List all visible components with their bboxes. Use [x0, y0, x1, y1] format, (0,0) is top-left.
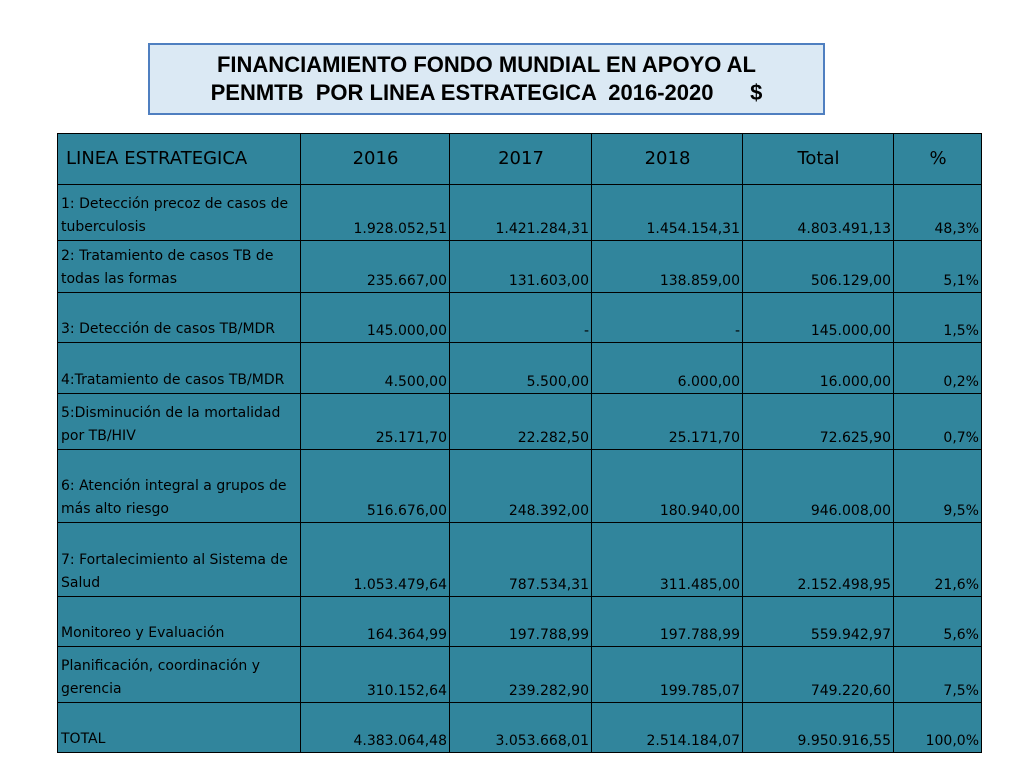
- cell-percent: 21,6%: [894, 523, 982, 597]
- cell-total: 72.625,90: [743, 394, 894, 450]
- cell-2016: 235.667,00: [301, 241, 450, 293]
- cell-2016: 4.383.064,48: [301, 703, 450, 753]
- cell-total: 506.129,00: [743, 241, 894, 293]
- cell-percent: 7,5%: [894, 647, 982, 703]
- cell-percent: 1,5%: [894, 293, 982, 343]
- row-label: 2: Tratamiento de casos TB de todas las formas: [58, 241, 301, 293]
- table-row: [58, 647, 982, 703]
- table-row: [58, 523, 982, 597]
- cell-2017: 787.534,31: [450, 523, 592, 597]
- table-row: [58, 293, 982, 343]
- cell-percent: 0,7%: [894, 394, 982, 450]
- cell-2018: 180.940,00: [592, 450, 743, 523]
- table-row: [58, 185, 982, 241]
- cell-2018: 25.171,70: [592, 394, 743, 450]
- cell-2016: 4.500,00: [301, 343, 450, 394]
- cell-2016: 25.171,70: [301, 394, 450, 450]
- cell-2018: 138.859,00: [592, 241, 743, 293]
- cell-2016: 516.676,00: [301, 450, 450, 523]
- cell-2016: 1.928.052,51: [301, 185, 450, 241]
- header-2017: 2017: [450, 134, 592, 185]
- cell-2016: 1.053.479,64: [301, 523, 450, 597]
- title-line-1: FINANCIAMIENTO FONDO MUNDIAL EN APOYO AL: [216, 52, 756, 77]
- cell-total: 4.803.491,13: [743, 185, 894, 241]
- table-row: [58, 450, 982, 523]
- cell-2018: 311.485,00: [592, 523, 743, 597]
- cell-2018: 1.454.154,31: [592, 185, 743, 241]
- cell-2016: 310.152,64: [301, 647, 450, 703]
- cell-total: 2.152.498,95: [743, 523, 894, 597]
- title-line-2: PENMTB POR LINEA ESTRATEGICA 2016-2020 $: [210, 80, 763, 105]
- cell-percent: 5,1%: [894, 241, 982, 293]
- header-percent: %: [894, 134, 982, 185]
- cell-2017: 239.282,90: [450, 647, 592, 703]
- cell-percent: 100,0%: [894, 703, 982, 753]
- cell-total: 749.220,60: [743, 647, 894, 703]
- cell-2018: 2.514.184,07: [592, 703, 743, 753]
- cell-total: 9.950.916,55: [743, 703, 894, 753]
- row-label: 4:Tratamiento de casos TB/MDR: [58, 343, 301, 394]
- row-label: 5:Disminución de la mortalidad por TB/HIV: [58, 394, 301, 450]
- cell-2018: 199.785,07: [592, 647, 743, 703]
- cell-2017: 5.500,00: [450, 343, 592, 394]
- cell-2017: 3.053.668,01: [450, 703, 592, 753]
- funding-table: [57, 133, 982, 753]
- cell-percent: 9,5%: [894, 450, 982, 523]
- row-label: 1: Detección precoz de casos de tuberculosis: [58, 185, 301, 241]
- cell-total: 16.000,00: [743, 343, 894, 394]
- cell-2016: 164.364,99: [301, 597, 450, 647]
- table-row: [58, 241, 982, 293]
- header-total: Total: [743, 134, 894, 185]
- row-label: Planificación, coordinación y gerencia: [58, 647, 301, 703]
- cell-total: 559.942,97: [743, 597, 894, 647]
- cell-2017: 1.421.284,31: [450, 185, 592, 241]
- table-header-row: [58, 134, 982, 185]
- cell-2017: 22.282,50: [450, 394, 592, 450]
- row-label: TOTAL: [58, 703, 301, 753]
- cell-2017: 197.788,99: [450, 597, 592, 647]
- table-row: [58, 394, 982, 450]
- cell-percent: 0,2%: [894, 343, 982, 394]
- cell-2017: 131.603,00: [450, 241, 592, 293]
- cell-percent: 5,6%: [894, 597, 982, 647]
- cell-total: 145.000,00: [743, 293, 894, 343]
- cell-total: 946.008,00: [743, 450, 894, 523]
- row-label: Monitoreo y Evaluación: [58, 597, 301, 647]
- cell-2018: 6.000,00: [592, 343, 743, 394]
- total-row: [58, 703, 982, 753]
- row-label: 3: Detección de casos TB/MDR: [58, 293, 301, 343]
- header-2018: 2018: [592, 134, 743, 185]
- title-box: [148, 43, 825, 115]
- page-title: [211, 51, 763, 107]
- row-label: 7: Fortalecimiento al Sistema de Salud: [58, 523, 301, 597]
- cell-2018: -: [592, 293, 743, 343]
- header-2016: 2016: [301, 134, 450, 185]
- table-row: [58, 597, 982, 647]
- cell-2017: -: [450, 293, 592, 343]
- row-label: 6: Atención integral a grupos de más alto riesgo: [58, 450, 301, 523]
- table-row: [58, 343, 982, 394]
- cell-percent: 48,3%: [894, 185, 982, 241]
- header-linea-estrategica: LINEA ESTRATEGICA: [58, 134, 301, 185]
- cell-2016: 145.000,00: [301, 293, 450, 343]
- cell-2018: 197.788,99: [592, 597, 743, 647]
- cell-2017: 248.392,00: [450, 450, 592, 523]
